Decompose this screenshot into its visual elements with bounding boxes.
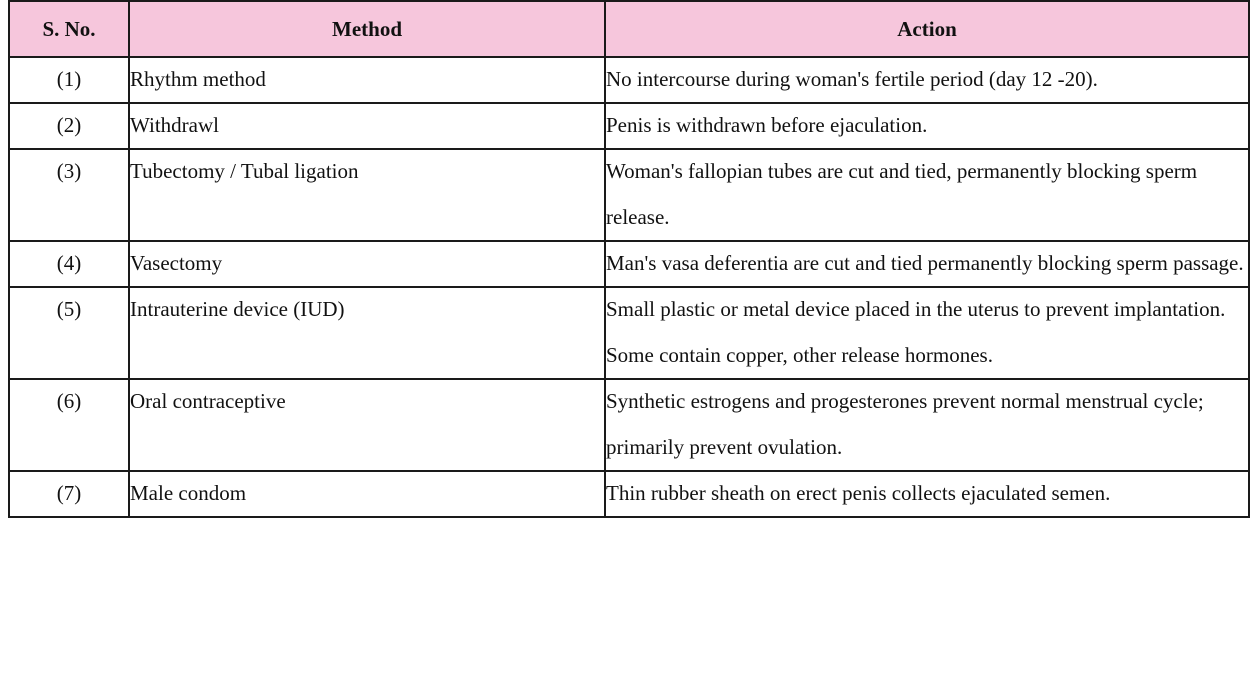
row-method — [129, 471, 605, 517]
row-method — [129, 57, 605, 103]
table-row — [9, 471, 1249, 517]
row-method-text: Vasectomy — [130, 251, 223, 275]
row-action — [605, 149, 1249, 241]
row-sno — [9, 57, 129, 103]
row-action — [605, 379, 1249, 471]
row-sno-text: (5) — [56, 297, 82, 321]
table-row — [9, 149, 1249, 241]
row-sno — [9, 241, 129, 287]
row-method-text: Male condom — [130, 481, 247, 505]
row-action — [605, 287, 1249, 379]
row-method — [129, 149, 605, 241]
row-action-text: Woman's fallopian tubes are cut and tied, permanently blocking sperm release. — [606, 159, 1198, 229]
header-action: Action — [605, 1, 1249, 57]
row-action-text: No intercourse during woman's fertile period (day 12 -20). — [606, 67, 1098, 91]
row-sno-text: (3) — [56, 159, 82, 183]
row-sno — [9, 379, 129, 471]
table-body — [9, 57, 1249, 517]
header-sno: S. No. — [9, 1, 129, 57]
row-method-text: Tubectomy / Tubal ligation — [130, 159, 359, 183]
table-row — [9, 379, 1249, 471]
row-sno-text: (2) — [56, 113, 82, 137]
row-sno-text: (6) — [56, 389, 82, 413]
row-sno — [9, 471, 129, 517]
table-row — [9, 57, 1249, 103]
row-method-text: Withdrawl — [130, 113, 219, 137]
row-method-text: Intrauterine device (IUD) — [130, 297, 345, 321]
row-method — [129, 241, 605, 287]
row-action-text: Man's vasa deferentia are cut and tied permanently blocking sperm passage. — [606, 251, 1244, 275]
table-row — [9, 287, 1249, 379]
row-sno — [9, 103, 129, 149]
row-action-text: Penis is withdrawn before ejaculation. — [606, 113, 928, 137]
row-method — [129, 287, 605, 379]
row-sno-text: (4) — [56, 251, 82, 275]
row-action-text: Thin rubber sheath on erect penis collects ejaculated semen. — [606, 481, 1111, 505]
row-action — [605, 241, 1249, 287]
row-action — [605, 57, 1249, 103]
row-method-text: Oral contraceptive — [130, 389, 286, 413]
row-action — [605, 471, 1249, 517]
table-row — [9, 103, 1249, 149]
header-method: Method — [129, 1, 605, 57]
row-sno — [9, 287, 129, 379]
header-row — [9, 1, 1249, 57]
row-sno — [9, 149, 129, 241]
table-header — [9, 1, 1249, 57]
row-action-text: Synthetic estrogens and progesterones prevent normal menstrual cycle; primarily prevent ovulation. — [606, 389, 1204, 459]
row-method — [129, 103, 605, 149]
row-method-text: Rhythm method — [130, 67, 266, 91]
row-sno-text: (1) — [56, 67, 82, 91]
row-method — [129, 379, 605, 471]
row-action — [605, 103, 1249, 149]
row-action-text: Small plastic or metal device placed in the uterus to prevent implantation. Some contain copper, other release hormones. — [606, 297, 1226, 367]
contraception-methods-table — [8, 0, 1250, 518]
table-row — [9, 241, 1249, 287]
row-sno-text: (7) — [56, 481, 82, 505]
